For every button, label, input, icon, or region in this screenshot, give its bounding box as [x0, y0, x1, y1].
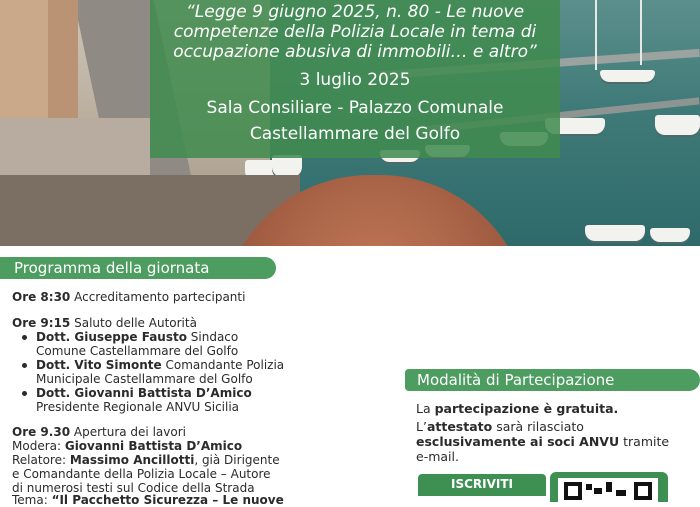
bullet-icon [22, 335, 27, 340]
free-text: partecipazione è gratuita. [434, 401, 619, 416]
relatore-line: e Comandante della Polizia Locale – Autore [12, 467, 271, 481]
topic [12, 493, 284, 507]
qr-module [606, 482, 612, 492]
speaker-role-line: Presidente Regionale ANVU Sicilia [36, 400, 240, 414]
building [0, 118, 150, 178]
speaker-name: Dott. Vito Simonte [36, 358, 162, 372]
program-item [12, 290, 245, 304]
qr-finder-inner [568, 486, 578, 496]
qr-finder-inner [638, 486, 648, 496]
cert-prefix: L’ [416, 419, 427, 434]
boat [600, 70, 655, 82]
program-text: Accreditamento partecipanti [70, 290, 246, 304]
speaker [36, 358, 284, 372]
program-text: Apertura dei lavori [70, 425, 186, 439]
speaker [36, 330, 238, 344]
speaker-role-line: Comune Castellammare del Golfo [36, 344, 239, 358]
qr-module [586, 484, 592, 490]
certificate-line [416, 419, 584, 434]
qr-code-icon [558, 478, 658, 502]
mast [595, 0, 597, 70]
cert-via: tramite [619, 434, 670, 449]
law-title-line: competenze della Polizia Locale in tema di [173, 22, 537, 42]
relatore [12, 453, 280, 467]
speaker-role: Comandante Polizia [161, 358, 285, 372]
certificate-line [416, 434, 669, 449]
program-header: Programma della giornata [0, 257, 276, 279]
speaker-name: Dott. Giovanni Battista D’Amico [36, 386, 252, 400]
boat [272, 155, 302, 177]
qr-module [616, 490, 626, 496]
participation-free [416, 401, 618, 416]
program-item [12, 316, 197, 330]
relatore-label: Relatore: [12, 453, 70, 467]
speaker-role: Sindaco [186, 330, 239, 344]
qr-code-frame[interactable] [550, 472, 668, 502]
mast [640, 0, 642, 65]
law-title [150, 2, 560, 62]
topic-label: Tema: [12, 493, 52, 507]
qr-module [594, 488, 602, 494]
moderator-name: Giovanni Battista D’Amico [64, 439, 243, 453]
free-prefix: La [416, 401, 435, 416]
subscribe-button[interactable]: ISCRIVITI [418, 474, 546, 496]
moderator-label: Modera: [12, 439, 65, 453]
bullet-icon [22, 391, 27, 396]
event-date: 3 luglio 2025 [299, 70, 411, 90]
relatore-line: di numerosi testi sul Codice della Strada [12, 481, 255, 495]
participation-header: Modalità di Partecipazione [405, 369, 700, 391]
program-time: Ore 9.30 [12, 425, 71, 439]
cert-exclusive: esclusivamente ai soci ANVU [416, 434, 620, 449]
program-time: Ore 9:15 [12, 316, 71, 330]
relatore-desc: , già Dirigente [194, 453, 280, 467]
relatore-name: Massimo Ancillotti [69, 453, 195, 467]
certificate-email: e-mail. [416, 449, 459, 464]
program-text: Saluto delle Autorità [70, 316, 197, 330]
venue-city: Castellammare del Golfo [249, 124, 461, 144]
speaker [36, 386, 252, 400]
moderator [12, 439, 242, 453]
building [48, 0, 78, 120]
venue-name: Sala Consiliare - Palazzo Comunale [206, 98, 504, 118]
boat [585, 225, 645, 241]
speaker-name: Dott. Giuseppe Fausto [36, 330, 187, 344]
law-title-line: occupazione abusiva di immobili… e altro” [173, 42, 537, 62]
cert-text: sarà rilasciato [492, 419, 584, 434]
boat [655, 115, 700, 135]
speaker-role-line: Municipale Castellammare del Golfo [36, 372, 253, 386]
bullet-icon [22, 363, 27, 368]
topic-text: “Il Pacchetto Sicurezza – Le nuove [51, 493, 284, 507]
law-title-line: “Legge 9 giugno 2025, n. 80 - Le nuove [185, 2, 525, 22]
program-item [12, 425, 186, 439]
hero-photo [0, 0, 700, 246]
program-time: Ore 8:30 [12, 290, 71, 304]
boat [650, 228, 690, 242]
cert-bold: attestato [426, 419, 493, 434]
